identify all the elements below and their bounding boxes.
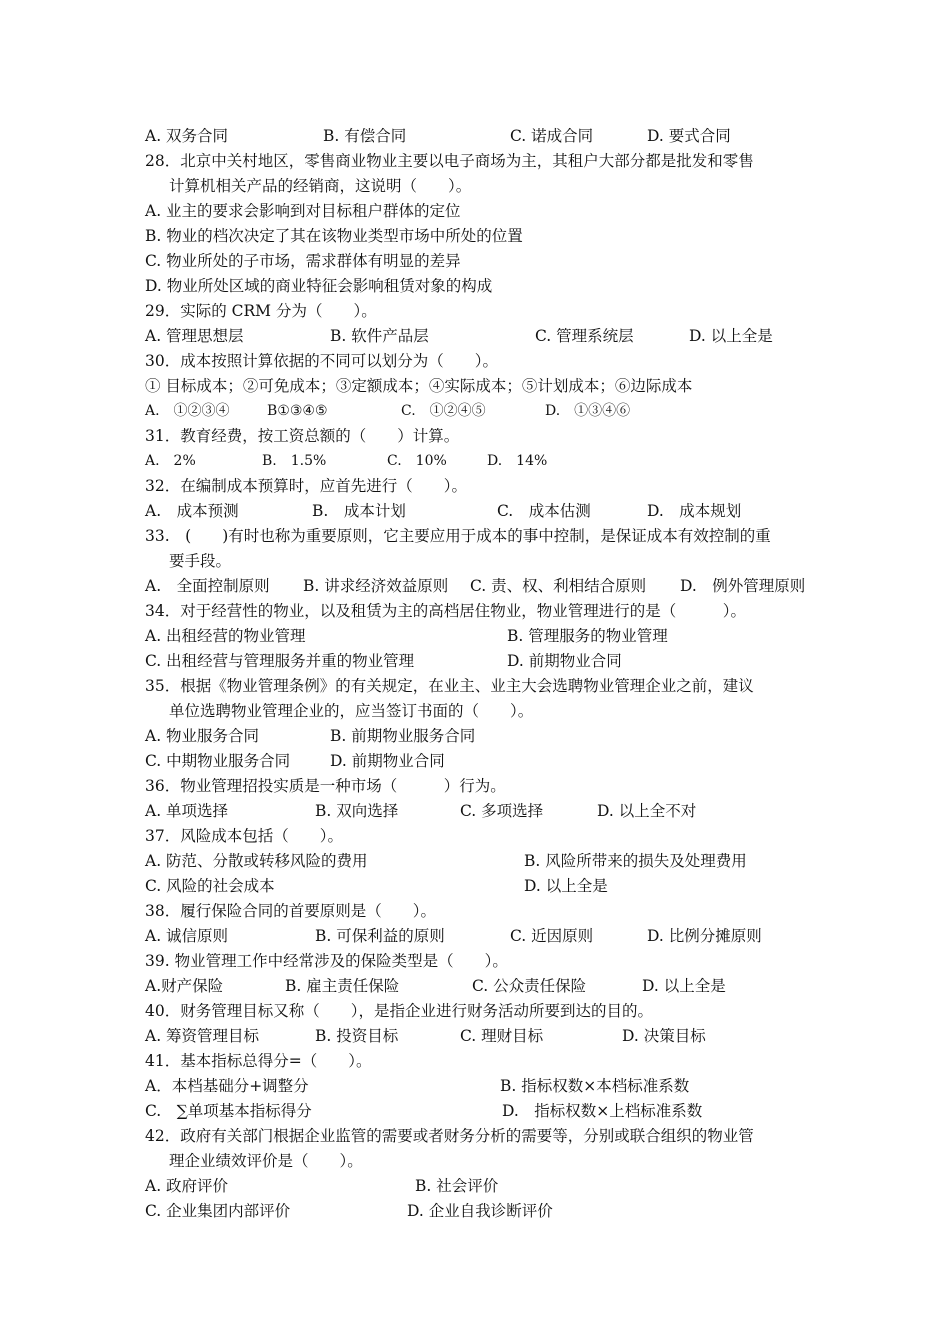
option-a: A. 成本预测: [145, 502, 239, 520]
option-a: A. 业主的要求会影响到对目标租户群体的定位: [145, 202, 461, 220]
option-d: D. 前期物业合同: [507, 652, 622, 670]
option-b: B. 雇主责任保险: [285, 977, 400, 995]
option-d: D. 前期物业合同: [330, 752, 445, 770]
option-a: A. ①②③④: [145, 403, 230, 419]
option-a: A. 单项选择: [145, 802, 229, 820]
option-c: C. 风险的社会成本: [145, 877, 275, 895]
option-b: B. 前期物业服务合同: [330, 727, 476, 745]
option-c: C. 理财目标: [460, 1027, 544, 1045]
question-35: 35．根据《物业管理条例》的有关规定，在业主、业主大会选聘物业管理企业之前，建议: [145, 677, 754, 695]
option-d: D. 以上全是: [689, 327, 773, 345]
option-c: C. 管理系统层: [535, 327, 634, 345]
question-28: 28．北京中关村地区，零售商业物业主要以电子商场为主，其租户大部分都是批发和零售: [145, 152, 754, 170]
option-c: C. 物业所处的子市场，需求群体有明显的差异: [145, 252, 461, 270]
question-37: 37．风险成本包括（ ）。: [145, 827, 343, 845]
option-c: C. 责、权、利相结合原则: [470, 577, 647, 595]
option-b: B. 投资目标: [315, 1027, 399, 1045]
question-32: 32．在编制成本预算时，应首先进行（ ）。: [145, 477, 467, 495]
option-b: B①③④⑤: [267, 403, 328, 419]
option-c: C. ∑单项基本指标得分: [145, 1102, 312, 1120]
question-39: 39. 物业管理工作中经常涉及的保险类型是（ ）。: [145, 952, 508, 970]
option-b: B. 社会评价: [415, 1177, 499, 1195]
option-a: A. 双务合同: [145, 127, 229, 145]
option-a: A．本档基础分+调整分: [145, 1077, 309, 1095]
option-b: B. 讲求经济效益原则: [303, 577, 449, 595]
question-continuation: 理企业绩效评价是（ ）。: [169, 1152, 363, 1170]
option-d: D. 以上全是: [642, 977, 726, 995]
option-c: C. 公众责任保险: [472, 977, 587, 995]
option-b: B. 指标权数×本档标准系数: [500, 1077, 690, 1095]
option-c: C. 多项选择: [460, 802, 544, 820]
option-b: B. 物业的档次决定了其在该物业类型市场中所处的位置: [145, 227, 523, 245]
option-d: D. 指标权数×上档标准系数: [502, 1102, 703, 1120]
option-b: B. 有偿合同: [323, 127, 407, 145]
option-c: C. ①②④⑤: [401, 403, 486, 419]
question-continuation: 要手段。: [169, 552, 232, 570]
option-d: D. 企业自我诊断评价: [407, 1202, 553, 1220]
option-b: B. 可保利益的原则: [315, 927, 445, 945]
option-c: C. 中期物业服务合同: [145, 752, 291, 770]
option-d: D. 成本规划: [647, 502, 742, 520]
option-c: C. 成本估测: [497, 502, 591, 520]
option-c: C. 出租经营与管理服务并重的物业管理: [145, 652, 415, 670]
option-c: C. 近因原则: [510, 927, 594, 945]
option-a: A. 物业服务合同: [145, 727, 260, 745]
question-31: 31．教育经费，按工资总额的（ ）计算。: [145, 427, 460, 445]
question-30: 30．成本按照计算依据的不同可以划分为（ ）。: [145, 352, 498, 370]
option-a: A. 出租经营的物业管理: [145, 627, 306, 645]
question-continuation: 单位选聘物业管理企业的，应当签订书面的（ ）。: [169, 702, 534, 720]
option-d: D. 比例分摊原则: [647, 927, 762, 945]
question-items: ① 目标成本；②可免成本；③定额成本；④实际成本；⑤计划成本；⑥边际成本: [145, 377, 693, 395]
option-c: C. 10%: [387, 453, 447, 469]
option-d: D. 要式合同: [647, 127, 731, 145]
question-42: 42．政府有关部门根据企业监管的需要或者财务分析的需要等，分别或联合组织的物业管: [145, 1127, 754, 1145]
option-d: D. 以上全不对: [597, 802, 697, 820]
option-b: B. 1.5%: [262, 453, 327, 469]
question-38: 38．履行保险合同的首要原则是（ ）。: [145, 902, 436, 920]
option-b: B. 双向选择: [315, 802, 399, 820]
option-d: D. 决策目标: [622, 1027, 706, 1045]
question-41: 41．基本指标总得分=（ ）。: [145, 1052, 372, 1070]
option-d: D. ①③④⑥: [545, 403, 631, 419]
option-d: D. 以上全是: [524, 877, 608, 895]
option-c: C. 企业集团内部评价: [145, 1202, 291, 1220]
option-b: B. 成本计划: [312, 502, 406, 520]
option-d: D. 14%: [487, 453, 548, 469]
option-b: B. 软件产品层: [330, 327, 429, 345]
option-d: D. 物业所处区域的商业特征会影响租赁对象的构成: [145, 277, 493, 295]
question-continuation: 计算机相关产品的经销商，这说明（ ）。: [169, 177, 472, 195]
question-34: 34．对于经营性的物业，以及租赁为主的高档居住物业，物业管理进行的是（ ）。: [145, 602, 746, 620]
option-a: A.财产保险: [145, 977, 224, 995]
question-36: 36．物业管理招投实质是一种市场（ ）行为。: [145, 777, 506, 795]
option-a: A. 2%: [145, 453, 196, 469]
option-a: A. 防范、分散或转移风险的费用: [145, 852, 368, 870]
question-40: 40．财务管理目标又称（ ），是指企业进行财务活动所要到达的目的。: [145, 1002, 653, 1020]
option-b: B. 管理服务的物业管理: [507, 627, 668, 645]
question-33: 33. ( )有时也称为重要原则，它主要应用于成本的事中控制，是保证成本有效控制的重: [145, 527, 771, 545]
option-b: B. 风险所带来的损失及处理费用: [524, 852, 747, 870]
option-d: D. 例外管理原则: [680, 577, 806, 595]
option-a: A. 管理思想层: [145, 327, 244, 345]
option-c: C. 诺成合同: [510, 127, 594, 145]
option-a: A. 政府评价: [145, 1177, 229, 1195]
question-29: 29．实际的 CRM 分为（ ）。: [145, 302, 377, 320]
option-a: A. 全面控制原则: [145, 577, 270, 595]
option-a: A. 筹资管理目标: [145, 1027, 260, 1045]
option-a: A. 诚信原则: [145, 927, 229, 945]
